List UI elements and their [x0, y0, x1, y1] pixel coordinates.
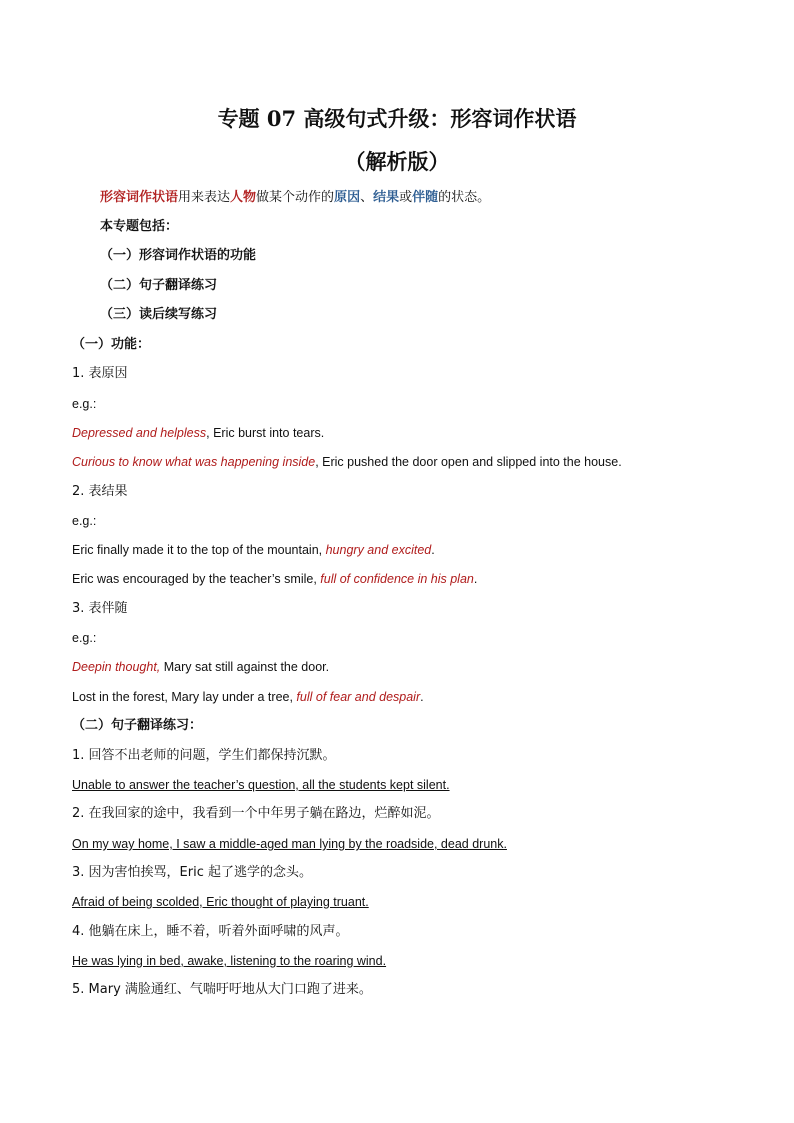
point-title: 1. 表原因 [72, 366, 128, 381]
point-title: 2. 表结果 [72, 484, 128, 499]
intro-person: 人物 [230, 190, 257, 205]
intro-term: 形容词作状语 [100, 190, 179, 205]
example-sentence: Curious to know what was happening inside, Eric pushed the door open and slipped into the house. [72, 455, 622, 469]
eg-label: e.g.: [72, 397, 97, 411]
example-sentence: Eric was encouraged by the teacher’s smile, full of confidence in his plan. [72, 572, 478, 586]
intro-cause: 原因 [334, 190, 361, 205]
contents-item: （一）形容词作状语的功能 [100, 248, 257, 263]
section2-heading: （二）句子翻译练习： [72, 718, 203, 733]
eg-label: e.g.: [72, 514, 97, 528]
example-sentence: Depressed and helpless, Eric burst into tears. [72, 426, 325, 440]
document-title: 专题 07 高级句式升级：形容词作状语 [217, 106, 577, 131]
intro-accompaniment: 伴随 [412, 190, 439, 205]
translation-question: 3. 因为害怕挨骂，Eric 起了逃学的念头。 [72, 865, 312, 880]
translation-answer: Unable to answer the teacher’s question, all the students kept silent. [72, 778, 450, 792]
point-title: 3. 表伴随 [72, 601, 128, 616]
contents-item: （二）句子翻译练习 [100, 278, 218, 293]
example-sentence: Eric finally made it to the top of the mountain, hungry and excited. [72, 543, 435, 557]
eg-label: e.g.: [72, 631, 97, 645]
translation-question: 4. 他躺在床上，睡不着，听着外面呼啸的风声。 [72, 924, 349, 939]
translation-question: 1. 回答不出老师的问题，学生们都保持沉默。 [72, 748, 336, 763]
contents-item: （三）读后续写练习 [100, 307, 218, 322]
intro-result: 结果 [373, 190, 400, 205]
translation-question: 2. 在我回家的途中，我看到一个中年男子躺在路边，烂醉如泥。 [72, 806, 440, 821]
document-subtitle: （解析版） [344, 149, 450, 174]
example-sentence: Deepin thought, Mary sat still against the door. [72, 660, 330, 674]
translation-answer: Afraid of being scolded, Eric thought of playing truant. [72, 895, 369, 909]
section1-heading: （一）功能： [72, 337, 151, 352]
contents-heading: 本专题包括： [100, 219, 179, 234]
translation-answer: On my way home, I saw a middle-aged man lying by the roadside, dead drunk. [72, 837, 507, 851]
translation-answer: He was lying in bed, awake, listening to the roaring wind. [72, 954, 387, 968]
example-sentence: Lost in the forest, Mary lay under a tree, full of fear and despair. [72, 690, 424, 704]
intro-paragraph: 形容词作状语用来表达人物做某个动作的原因、结果或伴随的状态。 [100, 190, 491, 205]
translation-question: 5. Mary 满脸通红、气喘吁吁地从大门口跑了进来。 [72, 982, 372, 997]
